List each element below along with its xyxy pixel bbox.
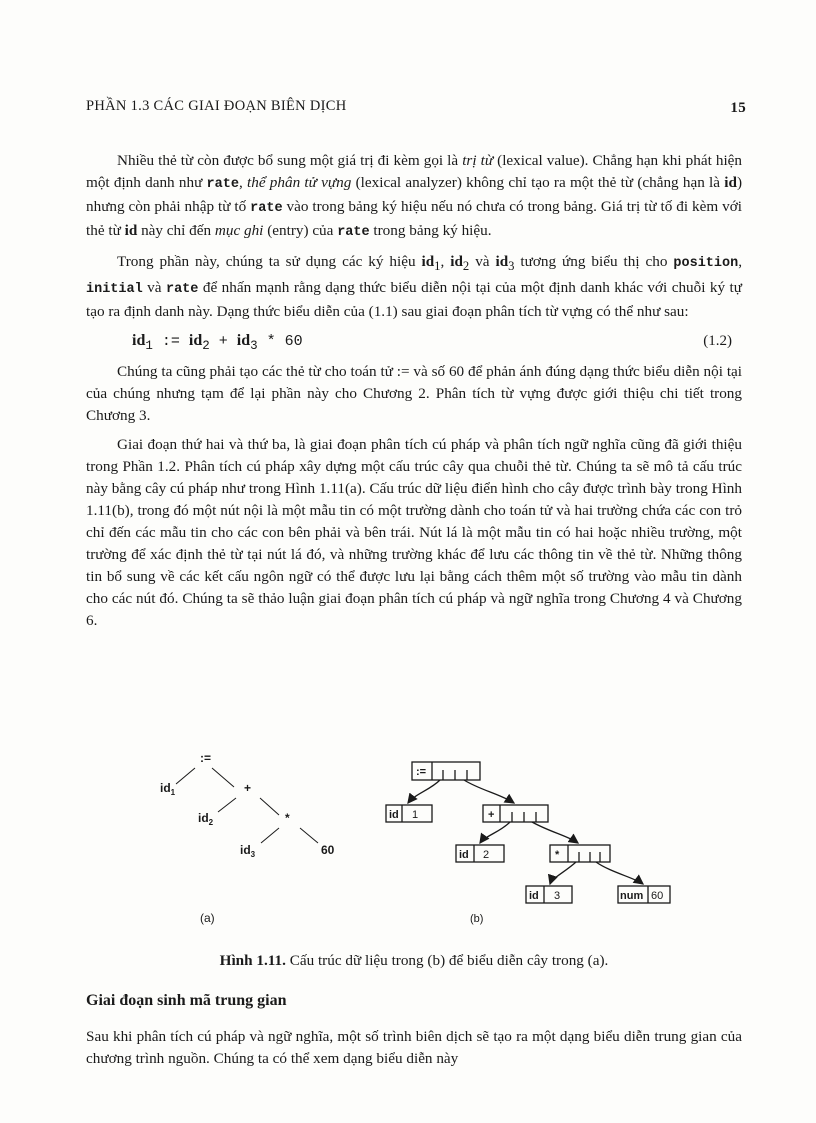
equation-number: (1.2) [703, 333, 732, 350]
paragraph-parsing: Giai đoạn thứ hai và thứ ba, là giai đoạn phân tích cú pháp và phân tích ngữ nghĩa cũng đã giới thiệu trong Phần 1.2. Phân tích cú pháp xây dựng một cấu trúc cây qua chuỗi thẻ từ. Chúng ta sẽ mô tả cấu trúc này bằng cây cú pháp như trong Hình 1.11(a). Cấu trúc dữ liệu điển hình cho cây được trình bày trong Hình 1.11(b), trong đó một nút nội là một mẫu tin có một trường dành cho toán tử và hai trường chứa các con trỏ chỉ đến các mẫu tin cho các con bên phải và bên trái. Nút lá là một mẫu tin có hai hoặc nhiều trường, một trường để xác định thẻ từ tại nút lá đó, và những trường khác để lưu các thông tin về thẻ từ. Những thông tin bổ sung về các kết cấu ngôn ngữ có thể được lưu lại bằng cách thêm một số trường vào mẫu tin dành cho các nút đó. Chúng ta sẽ thảo luận giai đoạn phân tích cú pháp và ngữ nghĩa trong Chương 4 và Chương 6. [86, 436, 742, 630]
body-text-top [86, 150, 742, 639]
running-header [86, 98, 746, 122]
structure-label-b: (b) [470, 913, 484, 925]
paragraph-symbols: Trong phần này, chúng ta sử dụng các ký hiệu $id_1$, $id_2$ và $id_3$ tương ứng biểu thị cho position, initial và rate để nhấn mạnh rằng dạng thức biểu diễn nội tại của một định danh khác với chuỗi ký tự tạo ra định danh này. Dạng thức biểu diễn của (1.1) sau giai đoạn phân tích từ vựng có thể như sau: [86, 253, 742, 321]
data-structure-b [386, 762, 670, 903]
equation-1-2 [86, 330, 742, 356]
header-title: PHẦN 1.3 CÁC GIAI ĐOẠN BIÊN DỊCH [86, 98, 347, 114]
equation-expression: $id_1$ := $id_2 + id_3 * 60$ [132, 332, 303, 354]
record-num-val: 60 [651, 890, 664, 902]
record-star-op: * [555, 849, 560, 861]
record-id1-tag: id [389, 809, 399, 821]
record-num-tag: num [620, 890, 644, 902]
tree-plus: + [244, 781, 252, 795]
page-number: 15 [730, 100, 746, 116]
record-plus-op: + [488, 809, 495, 821]
paragraph-tokens: Chúng ta cũng phải tạo các thẻ từ cho toán tử := và số 60 để phản ánh đúng dạng thức biểu diễn nội tại của chúng nhưng tạm để lại phần này cho Chương 2. Phân tích từ vựng được giới thiệu chi tiết trong Chương 3. [86, 363, 742, 425]
section-heading: Giai đoạn sinh mã trung gian [86, 992, 287, 1009]
tree-id1: $id_1$ [160, 781, 176, 797]
paragraph-lexical-value: Nhiều thẻ từ còn được bổ sung một giá trị đi kèm gọi là trị từ (lexical value). Chẳng hạn khi phát hiện một định danh như rate, thể phân tử vựng (lexical analyzer) không chỉ tạo ra một thẻ từ (chẳng hạn là id) nhưng còn phải nhập từ tố rate vào trong bảng ký hiệu nếu nó chưa có trong bảng. Giá trị từ tố đi kèm với thẻ từ id này chỉ đến mục ghi (entry) của rate trong bảng ký hiệu. [86, 152, 742, 240]
caption-text: Cấu trúc dữ liệu trong (b) để biểu diễn cây trong (a). [285, 952, 609, 969]
record-id3-val: 3 [554, 890, 561, 902]
tree-label-a: (a) [200, 911, 215, 925]
paragraph-intermediate-code: Sau khi phân tích cú pháp và ngữ nghĩa, một số trình biên dịch sẽ tạo ra một dạng biểu diễn trung gian của chương trình nguồn. Chúng ta có thể xem dạng biểu diễn này [86, 1028, 742, 1067]
tree-id2: $id_2$ [198, 811, 214, 827]
tree-sixty: 60 [321, 843, 335, 857]
record-id2-val: 2 [483, 849, 490, 861]
figure-caption [86, 952, 742, 970]
record-assign-op: := [416, 766, 427, 778]
syntax-tree-a [160, 751, 335, 925]
record-id1-val: 1 [412, 809, 419, 821]
caption-label: Hình 1.11. [219, 952, 286, 969]
tree-id3: $id_3$ [240, 843, 256, 859]
record-id3-tag: id [529, 890, 539, 902]
record-id2-tag: id [459, 849, 469, 861]
figure-1-11 [140, 742, 700, 942]
tree-star: * [285, 811, 290, 825]
body-text-bottom [86, 1026, 742, 1077]
tree-root-assign: := [200, 751, 212, 765]
